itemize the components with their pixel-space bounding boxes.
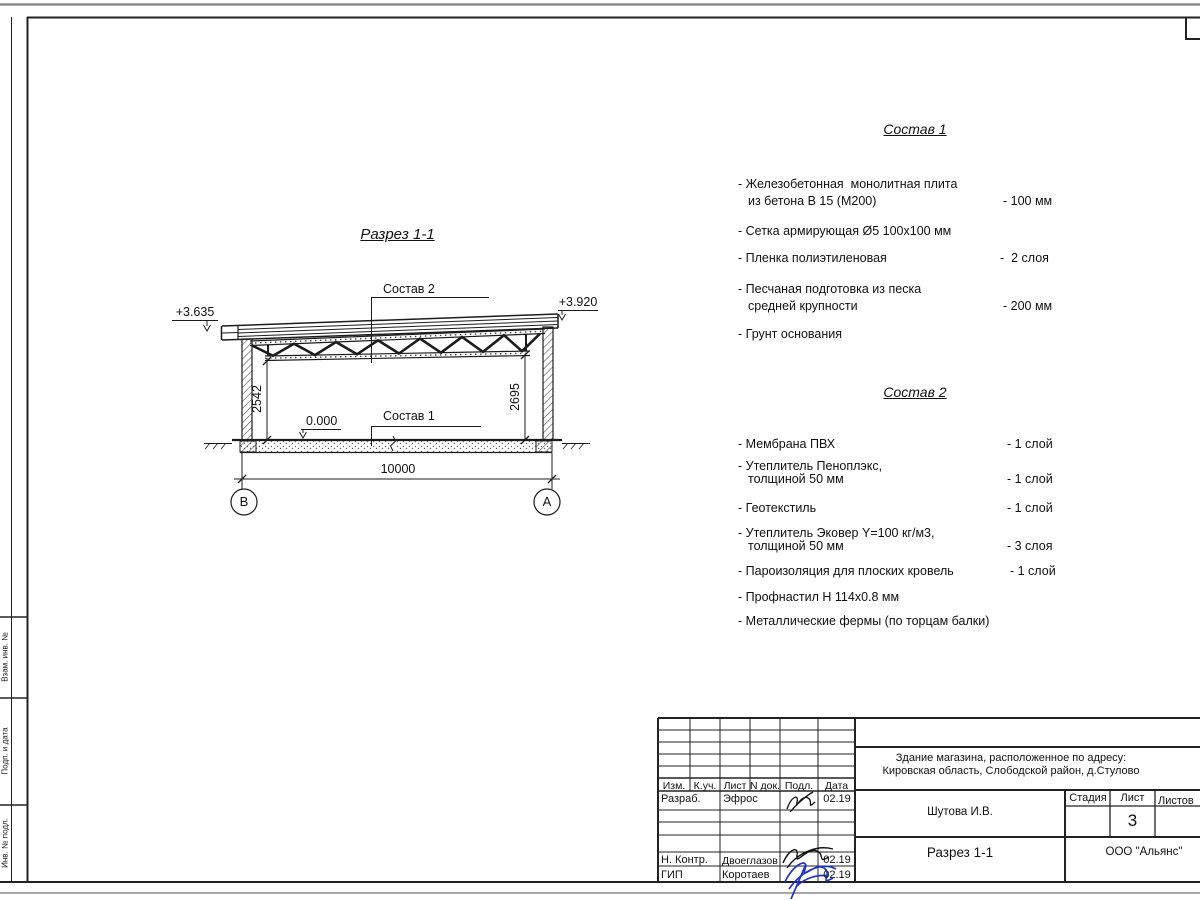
tb-stage-label: Стадия	[1069, 792, 1107, 804]
list-item-value: - 2 слоя	[1000, 251, 1049, 265]
list-item: - Утеплитель Пеноплэкс,	[738, 459, 883, 473]
tb-header-kuch: К.уч.	[693, 780, 717, 792]
list-item-value: - 200 мм	[1003, 299, 1053, 313]
tb-author: Шутова И.В.	[927, 806, 993, 818]
section-title: Разрез 1-1	[360, 226, 435, 243]
list-item-line2: средней крупности	[748, 299, 858, 313]
list-item-value: - 1 слой	[1007, 437, 1053, 451]
tb-sheet-label: Лист	[1120, 792, 1145, 804]
dim-text-height-left: 2542	[249, 385, 264, 413]
wall-right	[543, 327, 553, 440]
tb-role-razrab: Разраб.	[661, 793, 701, 805]
elev-right-mark	[558, 310, 598, 320]
margin-label-inv: Инв. № подл.	[0, 818, 10, 868]
list-item: - Песчаная подготовка из песка	[738, 282, 922, 296]
list-item: - Пароизоляция для плоских кровель	[738, 564, 954, 578]
margin-label-podp-data: Подп. и дата	[0, 727, 10, 775]
tb-company: ООО "Альянс"	[1105, 846, 1183, 858]
tb-header-izm: Изм.	[662, 780, 686, 792]
section-drawing	[172, 297, 598, 515]
dim-text-span: 10000	[380, 462, 416, 476]
margin-label-vzam: Взам. инв. №	[0, 632, 10, 682]
tb-role-gip: ГИП	[661, 869, 683, 881]
label-level-zero: 0.000	[306, 414, 338, 428]
list-item-value: - 1 слой	[1007, 472, 1053, 486]
list-item-value: - 1 слой	[1007, 501, 1053, 515]
roof-band	[222, 314, 559, 340]
tb-sheets-label: Листов	[1158, 795, 1194, 807]
elev-left-mark	[172, 320, 218, 331]
tb-project-line1: Здание магазина, расположенное по адресу:	[895, 752, 1127, 764]
label-elev-left: +3.635	[175, 305, 215, 319]
dim-height-left	[263, 357, 271, 444]
list-item: - Мембрана ПВХ	[738, 437, 836, 451]
label-sostav2-ref: Состав 2	[383, 282, 435, 296]
list-item: - Металлические фермы (по торцам балки)	[738, 614, 990, 628]
tb-date-razrab: 02.19	[823, 793, 851, 805]
list-item-line2: из бетона В 15 (М200)	[748, 194, 877, 208]
list-item: - Железобетонная монолитная плита	[738, 177, 958, 191]
list-item-value: - 100 мм	[1003, 194, 1053, 208]
axis-label-right: А	[542, 494, 552, 509]
tb-date-gip: 02.19	[823, 869, 851, 881]
tb-header-ndok: N док.	[750, 780, 780, 792]
dim-text-height-right: 2695	[507, 383, 522, 411]
tb-name-gip: Коротаев	[722, 869, 770, 881]
level-zero-mark	[300, 429, 342, 438]
tb-name-razrab: Эфрос	[723, 793, 758, 805]
sostav2-title: Состав 2	[883, 384, 947, 400]
list-item-line2: толщиной 50 мм	[748, 539, 844, 553]
list-item: - Пленка полиэтиленовая	[738, 251, 887, 265]
tb-date-nkontr: 02.19	[823, 854, 851, 866]
tb-header-podp: Подл.	[784, 780, 814, 792]
dim-height-right	[521, 351, 529, 444]
list-item: - Геотекстиль	[738, 501, 817, 515]
list-item: - Грунт основания	[738, 327, 843, 341]
tb-role-nkontr: Н. Контр.	[661, 854, 708, 866]
list-item: - Профнастил Н 114х0.8 мм	[738, 590, 900, 604]
top-right-box	[1186, 17, 1200, 39]
tb-name-nkontr: Двоеглазов	[722, 855, 778, 867]
list-item-value: - 1 слой	[1010, 564, 1056, 578]
list-item-value: - 3 слоя	[1007, 539, 1053, 553]
floor-slab	[232, 436, 562, 453]
list-item-line2: толщиной 50 мм	[748, 472, 844, 486]
tb-project-line2: Кировская область, Слободской район, д.Стулово	[882, 765, 1140, 777]
list-item: - Сетка армирующая Ø5 100х100 мм	[738, 224, 952, 238]
sostav1-title: Состав 1	[883, 121, 947, 137]
tb-sheet-number: 3	[1127, 811, 1138, 830]
axis-label-left: В	[239, 494, 249, 509]
signature-razrab	[787, 792, 815, 812]
label-elev-right: +3.920	[558, 295, 598, 309]
list-item: - Утеплитель Эковер Y=100 кг/м3,	[738, 526, 935, 540]
label-sostav1-ref: Состав 1	[383, 409, 435, 423]
tb-header-data: Дата	[824, 780, 849, 792]
tb-header-list: Лист	[723, 780, 747, 792]
tb-doc-title: Разрез 1-1	[926, 845, 994, 860]
